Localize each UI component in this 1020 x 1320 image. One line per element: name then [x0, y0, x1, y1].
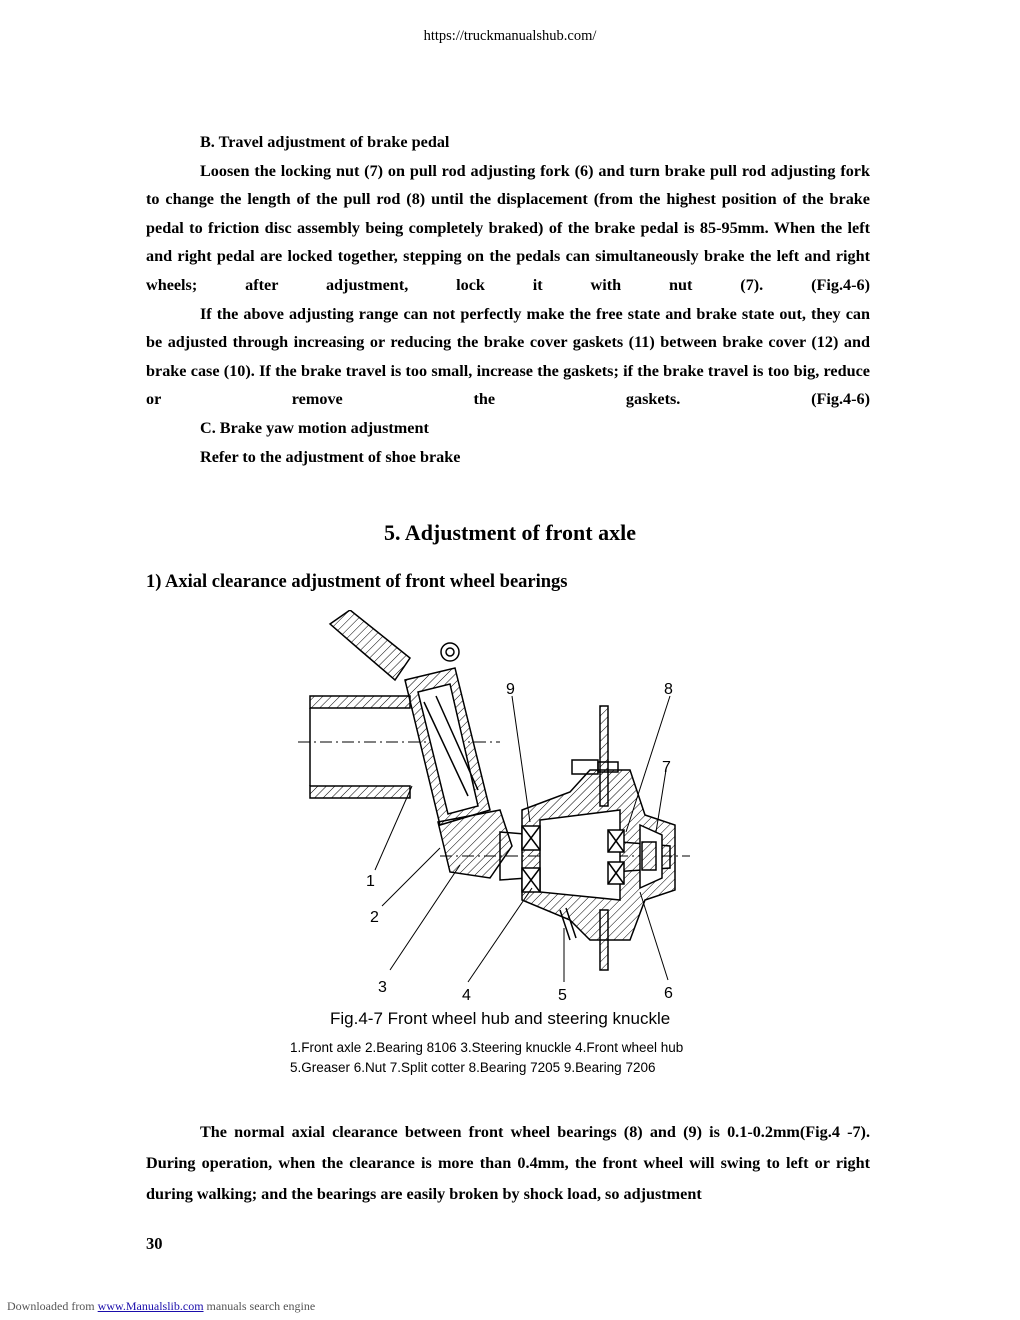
callout-9: 9 [506, 681, 515, 698]
callout-2: 2 [370, 909, 379, 926]
callout-7: 7 [662, 759, 671, 776]
header-url: https://truckmanualshub.com/ [423, 28, 597, 44]
callout-4: 4 [462, 987, 471, 1004]
callout-6: 6 [664, 985, 673, 1002]
callout-3: 3 [378, 979, 387, 996]
footer-link[interactable]: www.Manualslib.com [97, 1299, 204, 1313]
text-block-brake [146, 128, 870, 471]
footer-prefix: Downloaded from [7, 1299, 95, 1313]
text-block-clearance [146, 1117, 870, 1210]
callout-5: 5 [558, 987, 567, 1004]
figure-legend-line-2: 5.Greaser 6.Nut 7.Split cotter 8.Bearing 7205 9.Bearing 7206 [290, 1060, 656, 1075]
paragraph-clearance: The normal axial clearance between front wheel bearings (8) and (9) is 0.1-0.2mm(Fig.4 -7). During operation, when the clearance is more than 0.4mm, the front wheel will swing to left or right during walking; and the bearings are easily broken by shock load, so adjustment [146, 1123, 870, 1203]
footer-suffix: manuals search engine [206, 1299, 316, 1313]
page-number: 30 [146, 1234, 163, 1253]
callout-8: 8 [664, 681, 673, 698]
paragraph-pedal-travel: Loosen the locking nut (7) on pull rod adjusting fork (6) and turn brake pull rod adjusting fork to change the length of the pull rod (8) until the displacement (from the highest position of the brake pedal to friction disc assembly being completely braked) of the brake pedal is 85-95mm. When the left and right pedal are locked together, stepping on the pedals can simultaneously brake the left and right wheels; after adjustment, lock it with nut (7). (Fig.4-6) [146, 161, 870, 294]
figure-caption: Fig.4-7 Front wheel hub and steering knuckle [330, 1009, 671, 1028]
paragraph-heading-b: B. Travel adjustment of brake pedal [200, 133, 450, 151]
footer [7, 1299, 315, 1314]
figure-legend-line-1: 1.Front axle 2.Bearing 8106 3.Steering knuckle 4.Front wheel hub [290, 1040, 684, 1055]
front-wheel-hub-drawing [290, 610, 750, 1010]
sub-title: 1) Axial clearance adjustment of front wheel bearings [146, 572, 568, 592]
paragraph-heading-c: C. Brake yaw motion adjustment [200, 418, 429, 437]
paragraph-shoe-brake: Refer to the adjustment of shoe brake [200, 447, 461, 466]
callout-1: 1 [366, 873, 375, 890]
technical-drawing-svg [290, 610, 750, 1010]
paragraph-gasket: If the above adjusting range can not perfectly make the free state and brake state out, they can be adjusted through increasing or reducing the brake cover gaskets (11) between brake cover (12) and brake case (10). If the brake travel is too small, increase the gaskets; if the brake travel is too big, reduce or remove the gaskets. (Fig.4-6) [146, 304, 870, 409]
section-title: 5. Adjustment of front axle [384, 520, 636, 545]
